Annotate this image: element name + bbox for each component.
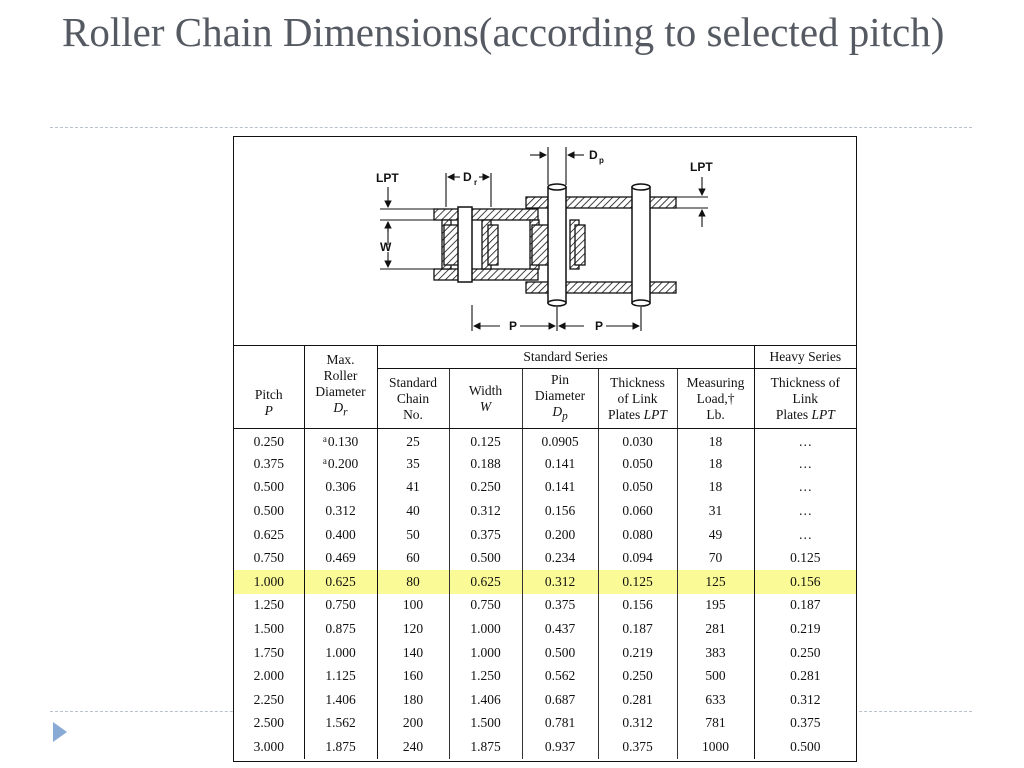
cell-heavy: 0.500 — [790, 739, 821, 755]
table-row — [234, 594, 856, 618]
cell-load: 1000 — [677, 735, 754, 759]
footnote-marker: a — [322, 433, 327, 444]
cell-load: 633 — [677, 688, 754, 712]
cell-dr: 0.400 — [304, 523, 377, 547]
cell-lpt: 0.219 — [598, 641, 677, 665]
table-row — [234, 570, 856, 594]
cell-heavy: 0.125 — [790, 550, 821, 566]
cell-lpt: 0.094 — [598, 546, 677, 570]
table-row — [234, 476, 856, 500]
cell-width: 0.250 — [449, 476, 522, 500]
cell-heavy: 0.219 — [790, 621, 821, 637]
table-row — [234, 641, 856, 665]
label-dp: D — [589, 148, 598, 162]
cell-load: 70 — [677, 546, 754, 570]
cell-pitch: 1.500 — [234, 617, 304, 641]
cell-width: 0.625 — [449, 570, 522, 594]
cell-pin: 0.781 — [522, 712, 598, 736]
label-p2: P — [595, 319, 604, 333]
cell-chain-no: 25 — [377, 429, 449, 453]
cell-pin: 0.687 — [522, 688, 598, 712]
cell-pitch: 0.250 — [234, 429, 304, 453]
table-row — [234, 499, 856, 523]
cell-pin: 0.141 — [522, 476, 598, 500]
cell-pin: 0.937 — [522, 735, 598, 759]
table-row — [234, 688, 856, 712]
cell-width: 1.250 — [449, 664, 522, 688]
cell-pitch: 0.750 — [234, 546, 304, 570]
cell-pitch: 3.000 — [234, 735, 304, 759]
cell-load: 781 — [677, 712, 754, 736]
header-pitch: Pitch P — [234, 346, 304, 429]
cell-lpt: 0.156 — [598, 594, 677, 618]
cell-pitch: 0.625 — [234, 523, 304, 547]
cell-lpt: 0.281 — [598, 688, 677, 712]
cell-width: 1.000 — [449, 641, 522, 665]
cell-heavy: … — [798, 479, 813, 495]
cell-lpt: 0.125 — [598, 570, 677, 594]
cell-lpt: 0.030 — [598, 429, 677, 453]
cell-pin: 0.141 — [522, 452, 598, 476]
table-row — [234, 664, 856, 688]
cell-load: 383 — [677, 641, 754, 665]
cell-pitch: 2.250 — [234, 688, 304, 712]
header-pin-diameter: Pin Diameter $D_p$ — [522, 369, 598, 429]
cell-width: 0.500 — [449, 546, 522, 570]
cell-dr: 0.306 — [304, 476, 377, 500]
cell-pin: 0.375 — [522, 594, 598, 618]
chain-table-body — [234, 429, 856, 759]
cell-dr: 1.406 — [304, 688, 377, 712]
label-dp-sub: p — [599, 156, 604, 165]
cell-width: 1.406 — [449, 688, 522, 712]
table-row — [234, 452, 856, 476]
header-chain-no: Standard Chain No. — [377, 369, 449, 429]
cell-load: 125 — [677, 570, 754, 594]
cell-dr: $^a$0.130 — [304, 429, 377, 453]
cell-load: 18 — [677, 429, 754, 453]
cell-lpt: 0.375 — [598, 735, 677, 759]
cell-pin: 0.437 — [522, 617, 598, 641]
cell-load: 195 — [677, 594, 754, 618]
label-w: W — [380, 240, 392, 254]
cell-pin: 0.500 — [522, 641, 598, 665]
cell-pin: 0.234 — [522, 546, 598, 570]
cell-dr: 1.125 — [304, 664, 377, 688]
header-heavy-thickness: Thickness of Link Plates LPT — [754, 369, 856, 429]
header-width: Width W — [449, 369, 522, 429]
cell-chain-no: 240 — [377, 735, 449, 759]
cell-chain-no: 41 — [377, 476, 449, 500]
cell-heavy: … — [798, 433, 813, 449]
cell-load: 500 — [677, 664, 754, 688]
table-row — [234, 546, 856, 570]
cell-load: 49 — [677, 523, 754, 547]
cell-heavy: … — [798, 455, 813, 471]
label-dr-sub: r — [474, 178, 478, 187]
cell-heavy: 0.187 — [790, 597, 821, 613]
cell-chain-no: 50 — [377, 523, 449, 547]
cell-load: 18 — [677, 452, 754, 476]
cell-heavy: … — [798, 526, 813, 542]
cell-pin: 0.200 — [522, 523, 598, 547]
cell-width: 0.375 — [449, 523, 522, 547]
cell-pitch: 1.000 — [234, 570, 304, 594]
cell-pin: 0.156 — [522, 499, 598, 523]
title-divider — [50, 127, 972, 128]
cell-dr: 1.000 — [304, 641, 377, 665]
cell-chain-no: 120 — [377, 617, 449, 641]
header-standard-series: Standard Series — [377, 346, 754, 369]
cell-pitch: 0.375 — [234, 452, 304, 476]
table-row — [234, 735, 856, 759]
cell-width: 0.750 — [449, 594, 522, 618]
cell-lpt: 0.050 — [598, 476, 677, 500]
cell-heavy: 0.375 — [790, 715, 821, 731]
cell-chain-no: 35 — [377, 452, 449, 476]
cell-lpt: 0.060 — [598, 499, 677, 523]
cell-dr: $^a$0.200 — [304, 452, 377, 476]
bullet-triangle-icon — [53, 722, 67, 742]
cell-chain-no: 140 — [377, 641, 449, 665]
cell-pitch: 1.750 — [234, 641, 304, 665]
cell-load: 31 — [677, 499, 754, 523]
chain-dimensions-table — [234, 345, 856, 759]
table-row — [234, 617, 856, 641]
cell-pin: 0.562 — [522, 664, 598, 688]
slide-title: Roller Chain Dimensions(according to selected pitch) — [62, 9, 945, 55]
cell-pitch: 0.500 — [234, 476, 304, 500]
cell-width: 1.000 — [449, 617, 522, 641]
cell-pitch: 2.500 — [234, 712, 304, 736]
cell-lpt: 0.050 — [598, 452, 677, 476]
cell-pitch: 1.250 — [234, 594, 304, 618]
label-lpt-left: LPT — [376, 171, 399, 185]
table-row — [234, 523, 856, 547]
cell-lpt: 0.187 — [598, 617, 677, 641]
cell-width: 0.188 — [449, 452, 522, 476]
cell-pitch: 0.500 — [234, 499, 304, 523]
cell-pin: 0.0905 — [522, 429, 598, 453]
cell-chain-no: 40 — [377, 499, 449, 523]
cell-chain-no: 60 — [377, 546, 449, 570]
header-measuring-load: Measuring Load,† Lb. — [677, 369, 754, 429]
header-roller-diameter: Max. Roller Diameter $D_r$ — [304, 346, 377, 429]
cell-dr: 0.312 — [304, 499, 377, 523]
cell-load: 281 — [677, 617, 754, 641]
header-heavy-series: Heavy Series — [754, 346, 856, 369]
cell-heavy: 0.156 — [754, 570, 856, 594]
footnote-marker: a — [322, 455, 327, 466]
table-row — [234, 429, 856, 453]
cell-chain-no: 180 — [377, 688, 449, 712]
label-lpt-right: LPT — [690, 160, 713, 174]
label-dr: D — [463, 170, 472, 184]
cell-pitch: 2.000 — [234, 664, 304, 688]
cell-dr: 1.875 — [304, 735, 377, 759]
cell-chain-no: 100 — [377, 594, 449, 618]
cell-dr: 0.875 — [304, 617, 377, 641]
cell-width: 1.875 — [449, 735, 522, 759]
cell-chain-no: 200 — [377, 712, 449, 736]
cell-chain-no: 160 — [377, 664, 449, 688]
cell-dr: 0.469 — [304, 546, 377, 570]
table-row — [234, 712, 856, 736]
cell-width: 0.125 — [449, 429, 522, 453]
cell-dr: 0.625 — [304, 570, 377, 594]
roller-chain-figure — [233, 136, 857, 762]
cell-dr: 1.562 — [304, 712, 377, 736]
cell-heavy: 0.250 — [790, 644, 821, 660]
cell-dr: 0.750 — [304, 594, 377, 618]
cell-lpt: 0.250 — [598, 664, 677, 688]
label-p1: P — [509, 319, 518, 333]
cell-width: 1.500 — [449, 712, 522, 736]
cell-chain-no: 80 — [377, 570, 449, 594]
cell-heavy: 0.312 — [790, 691, 821, 707]
cell-width: 0.312 — [449, 499, 522, 523]
roller-chain-drawing — [234, 137, 856, 346]
header-link-thickness: Thickness of Link Plates LPT — [598, 369, 677, 429]
cell-lpt: 0.312 — [598, 712, 677, 736]
cell-pin: 0.312 — [522, 570, 598, 594]
cell-heavy: … — [798, 503, 813, 519]
cell-load: 18 — [677, 476, 754, 500]
cell-lpt: 0.080 — [598, 523, 677, 547]
cell-heavy: 0.281 — [790, 668, 821, 684]
roller-chain-diagram — [234, 137, 856, 346]
